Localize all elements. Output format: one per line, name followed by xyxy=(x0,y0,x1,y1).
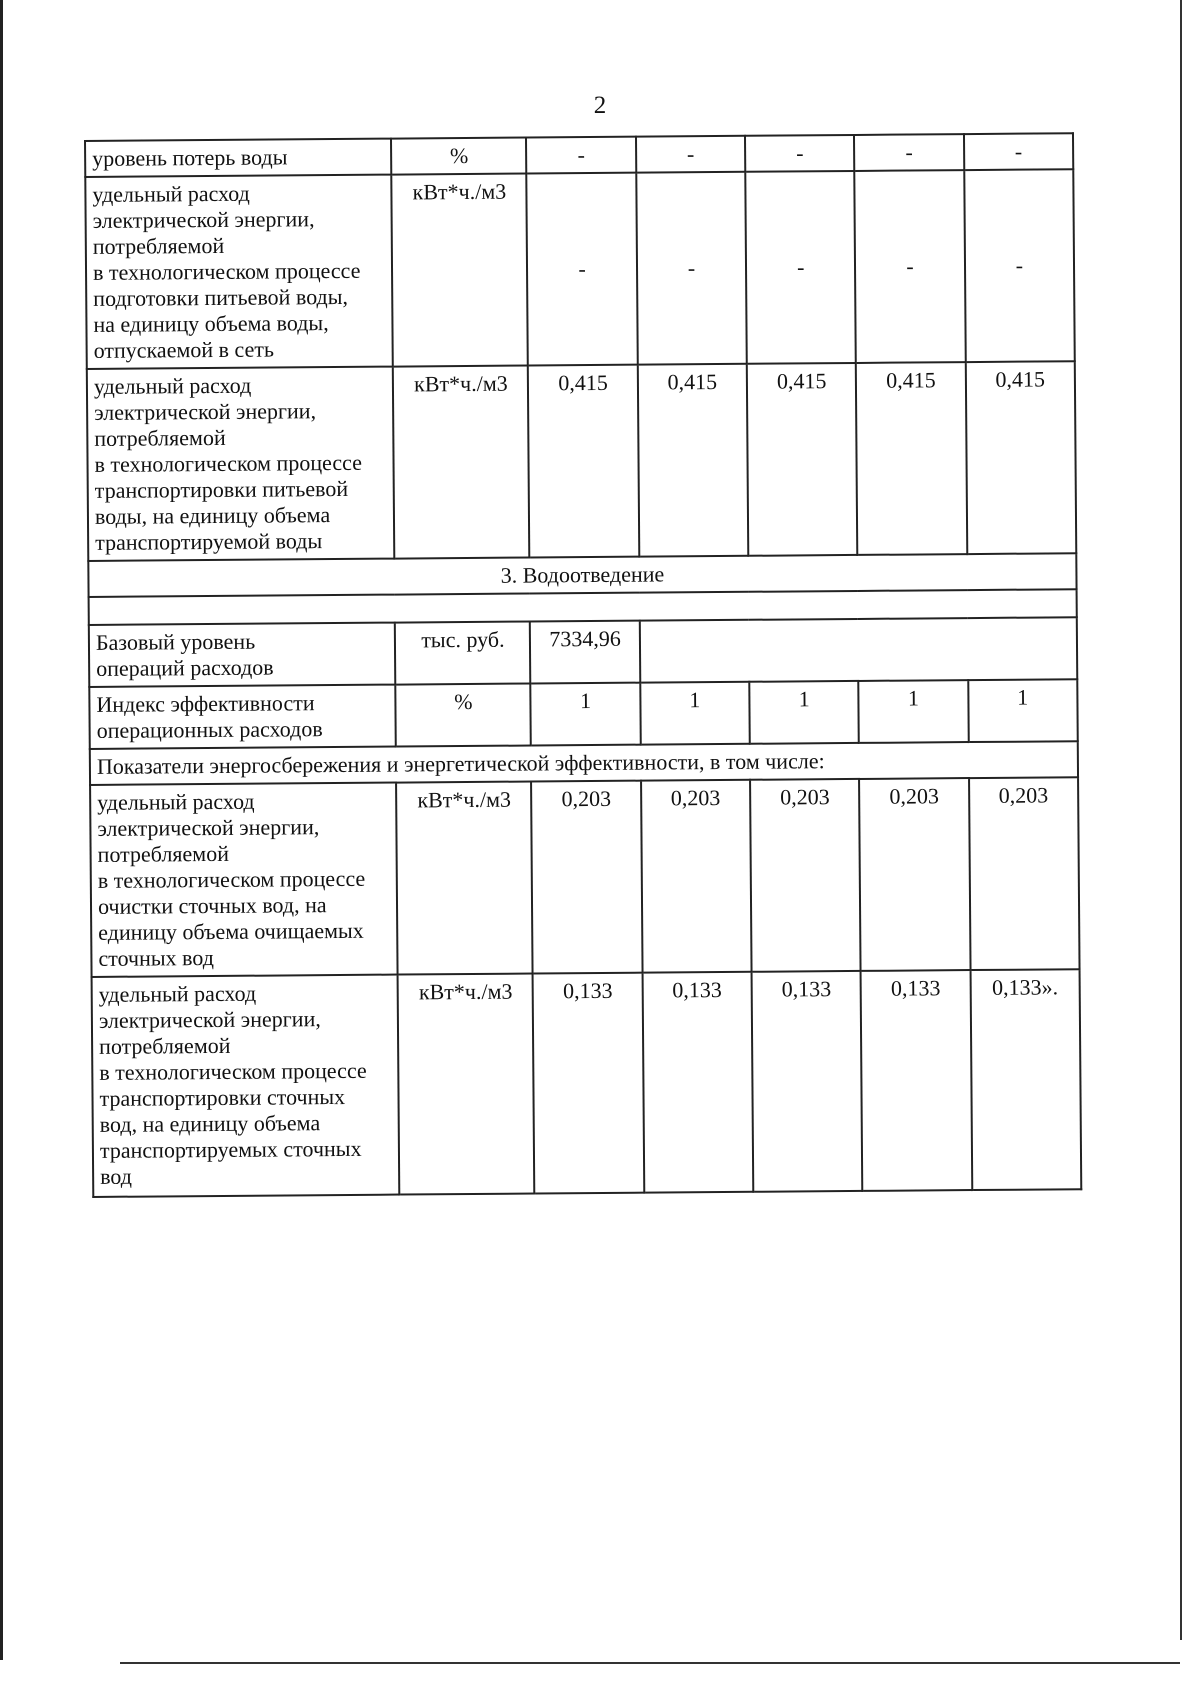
row-unit: кВт*ч./м3 xyxy=(392,174,529,367)
scan-edge-right xyxy=(1180,0,1182,1640)
row-label: удельный расход электрической энергии, потребляемой в технологическом процессе транспортировки питьевой воды, на единицу объема транспортируемой воды xyxy=(87,367,395,561)
table-row xyxy=(92,969,1082,1197)
row-label: уровень потерь воды xyxy=(85,139,392,177)
document-body xyxy=(84,132,1082,1198)
value-cell: - xyxy=(636,172,747,365)
row-unit: % xyxy=(391,138,526,175)
value-cell: 0,133 xyxy=(642,972,753,1193)
table-row xyxy=(87,361,1076,561)
value-cell: 0,203 xyxy=(532,781,643,974)
table-row xyxy=(90,777,1079,977)
row-label: удельный расход электрической энергии, потребляемой в технологическом процессе очистки сточных вод, на единицу объема очищаемых сточных вод xyxy=(90,783,398,977)
value-cell: - xyxy=(636,136,746,173)
row-unit: % xyxy=(396,684,531,747)
row-unit: тыс. руб. xyxy=(395,622,530,685)
table-row xyxy=(89,617,1077,687)
row-unit: кВт*ч./м3 xyxy=(398,973,535,1194)
row-label: Индекс эффективности операционных расходов xyxy=(89,685,396,749)
value-cell: 0,415 xyxy=(856,362,967,555)
row-label: Базовый уровень операций расходов xyxy=(89,623,396,687)
value-cell: 1 xyxy=(749,681,859,744)
section-title: 3. Водоотведение xyxy=(88,553,1076,597)
value-cell: - xyxy=(527,173,638,366)
value-cell: 0,415 xyxy=(528,365,639,558)
table-row xyxy=(89,679,1077,749)
value-cell: 0,133». xyxy=(970,969,1081,1190)
subsection-title: Показатели энергосбережения и энергетической эффективности, в том числе: xyxy=(90,741,1078,785)
value-cell: 0,203 xyxy=(859,778,970,971)
scan-edge-bottom xyxy=(120,1662,1180,1664)
value-cell: - xyxy=(854,134,964,171)
value-cell: - xyxy=(964,169,1075,362)
value-cell: 0,133 xyxy=(861,970,972,1191)
row-unit: кВт*ч./м3 xyxy=(397,782,534,975)
scan-edge-left xyxy=(0,0,3,1660)
value-cell: - xyxy=(745,171,856,364)
value-cell: 0,203 xyxy=(969,777,1080,970)
value-cell: 1 xyxy=(968,679,1078,742)
value-cell: 0,203 xyxy=(750,779,861,972)
value-cell: 1 xyxy=(531,683,641,746)
value-cell: 0,415 xyxy=(747,363,858,556)
value-cell: - xyxy=(526,137,636,174)
row-label: удельный расход электрической энергии, потребляемой в технологическом процессе подготовки питьевой воды, на единицу объема воды, отпускаемой в сеть xyxy=(85,175,393,369)
value-cell: 0,133 xyxy=(533,973,644,1194)
table-row xyxy=(85,169,1074,369)
value-cell: 0,415 xyxy=(638,364,749,557)
page-number: 2 xyxy=(593,92,607,119)
value-cell: 7334,96 xyxy=(530,621,640,684)
indicators-table xyxy=(84,132,1082,1198)
blank-cell xyxy=(640,617,1078,682)
row-label: удельный расход электрической энергии, потребляемой в технологическом процессе транспортировки сточных вод, на единицу объема транспортируемых сточных вод xyxy=(92,975,400,1197)
value-cell: 0,415 xyxy=(965,361,1076,554)
value-cell: - xyxy=(745,135,855,172)
value-cell: 0,203 xyxy=(641,780,752,973)
value-cell: 1 xyxy=(640,682,750,745)
value-cell: - xyxy=(964,133,1074,170)
row-unit: кВт*ч./м3 xyxy=(393,366,530,559)
value-cell: - xyxy=(855,170,966,363)
value-cell: 1 xyxy=(859,680,969,743)
value-cell: 0,133 xyxy=(752,971,863,1192)
